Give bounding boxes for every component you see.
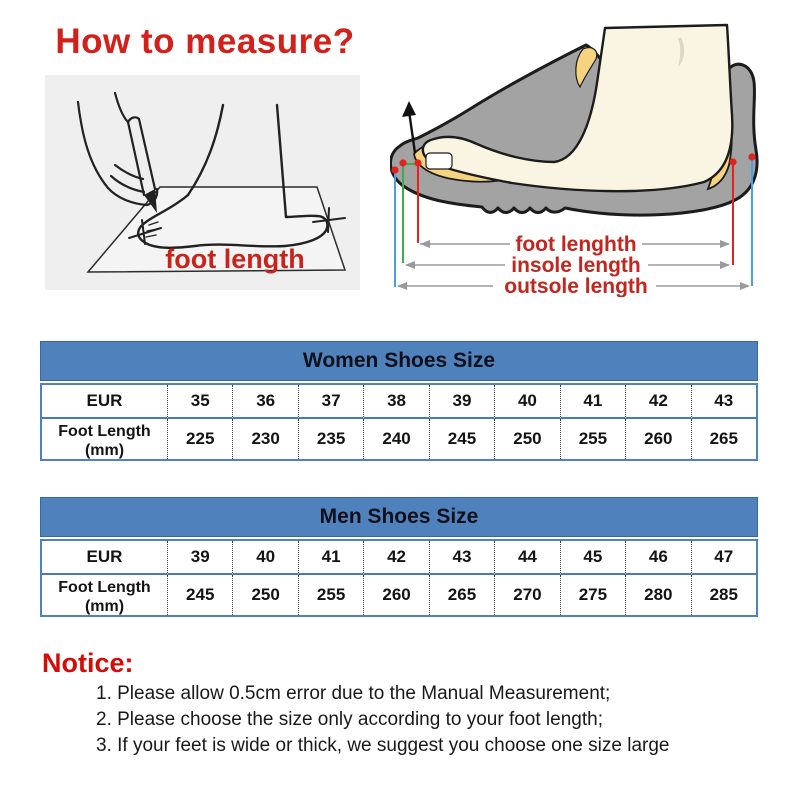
length-cell: 250 bbox=[232, 575, 297, 615]
length-cell: 265 bbox=[691, 419, 756, 459]
size-cell: 43 bbox=[429, 541, 494, 575]
row-header-foot-length: Foot Length (mm) bbox=[58, 423, 151, 459]
length-cell: 265 bbox=[429, 575, 494, 615]
notice-item: 2. Please choose the size only according to your foot length; bbox=[96, 709, 603, 730]
size-cell: 45 bbox=[560, 541, 625, 575]
size-cell: 42 bbox=[363, 541, 428, 575]
size-cell: 38 bbox=[363, 385, 428, 419]
size-cell: 39 bbox=[167, 541, 232, 575]
women-table-title: Women Shoes Size bbox=[40, 341, 758, 381]
size-cell: 36 bbox=[232, 385, 297, 419]
page-title: How to measure? bbox=[55, 22, 355, 61]
foot-measure-illustration bbox=[45, 75, 360, 290]
size-cell: 35 bbox=[167, 385, 232, 419]
length-cell: 260 bbox=[363, 575, 428, 615]
length-cell: 260 bbox=[625, 419, 690, 459]
toe-highlight bbox=[426, 153, 452, 169]
length-cell: 235 bbox=[298, 419, 363, 459]
size-cell: 47 bbox=[691, 541, 756, 575]
length-cell: 225 bbox=[167, 419, 232, 459]
row-header-eur: EUR bbox=[42, 541, 167, 575]
length-cell: 255 bbox=[560, 419, 625, 459]
size-cell: 44 bbox=[494, 541, 559, 575]
length-cell: 285 bbox=[691, 575, 756, 615]
notice-heading: Notice: bbox=[42, 648, 134, 678]
row-header-eur: EUR bbox=[42, 385, 167, 419]
size-cell: 37 bbox=[298, 385, 363, 419]
size-cell: 41 bbox=[560, 385, 625, 419]
insole-length-label: insole length bbox=[511, 254, 641, 277]
size-cell: 42 bbox=[625, 385, 690, 419]
shoe-measure-diagram bbox=[390, 5, 800, 297]
notice-item: 3. If your feet is wide or thick, we suggest you choose one size large bbox=[96, 735, 670, 756]
length-cell: 250 bbox=[494, 419, 559, 459]
length-cell: 275 bbox=[560, 575, 625, 615]
length-cell: 230 bbox=[232, 419, 297, 459]
women-size-table bbox=[40, 341, 758, 461]
foot-length-label: foot lenghth bbox=[515, 233, 637, 256]
length-cell: 270 bbox=[494, 575, 559, 615]
size-cell: 40 bbox=[494, 385, 559, 419]
length-cell: 255 bbox=[298, 575, 363, 615]
length-cell: 245 bbox=[429, 419, 494, 459]
length-cell: 280 bbox=[625, 575, 690, 615]
length-cell: 245 bbox=[167, 575, 232, 615]
size-cell: 41 bbox=[298, 541, 363, 575]
notice-item: 1. Please allow 0.5cm error due to the Manual Measurement; bbox=[96, 683, 611, 704]
men-table-grid bbox=[40, 539, 758, 617]
row-header-foot-length: Foot Length (mm) bbox=[58, 579, 151, 615]
size-cell: 46 bbox=[625, 541, 690, 575]
size-cell: 39 bbox=[429, 385, 494, 419]
foot-length-caption: foot length bbox=[165, 244, 305, 274]
size-cell: 43 bbox=[691, 385, 756, 419]
men-table-title: Men Shoes Size bbox=[40, 497, 758, 537]
women-table-grid bbox=[40, 383, 758, 461]
length-cell: 240 bbox=[363, 419, 428, 459]
notice-list bbox=[96, 681, 669, 759]
men-size-table bbox=[40, 497, 758, 617]
size-cell: 40 bbox=[232, 541, 297, 575]
outsole-length-label: outsole length bbox=[504, 275, 648, 297]
